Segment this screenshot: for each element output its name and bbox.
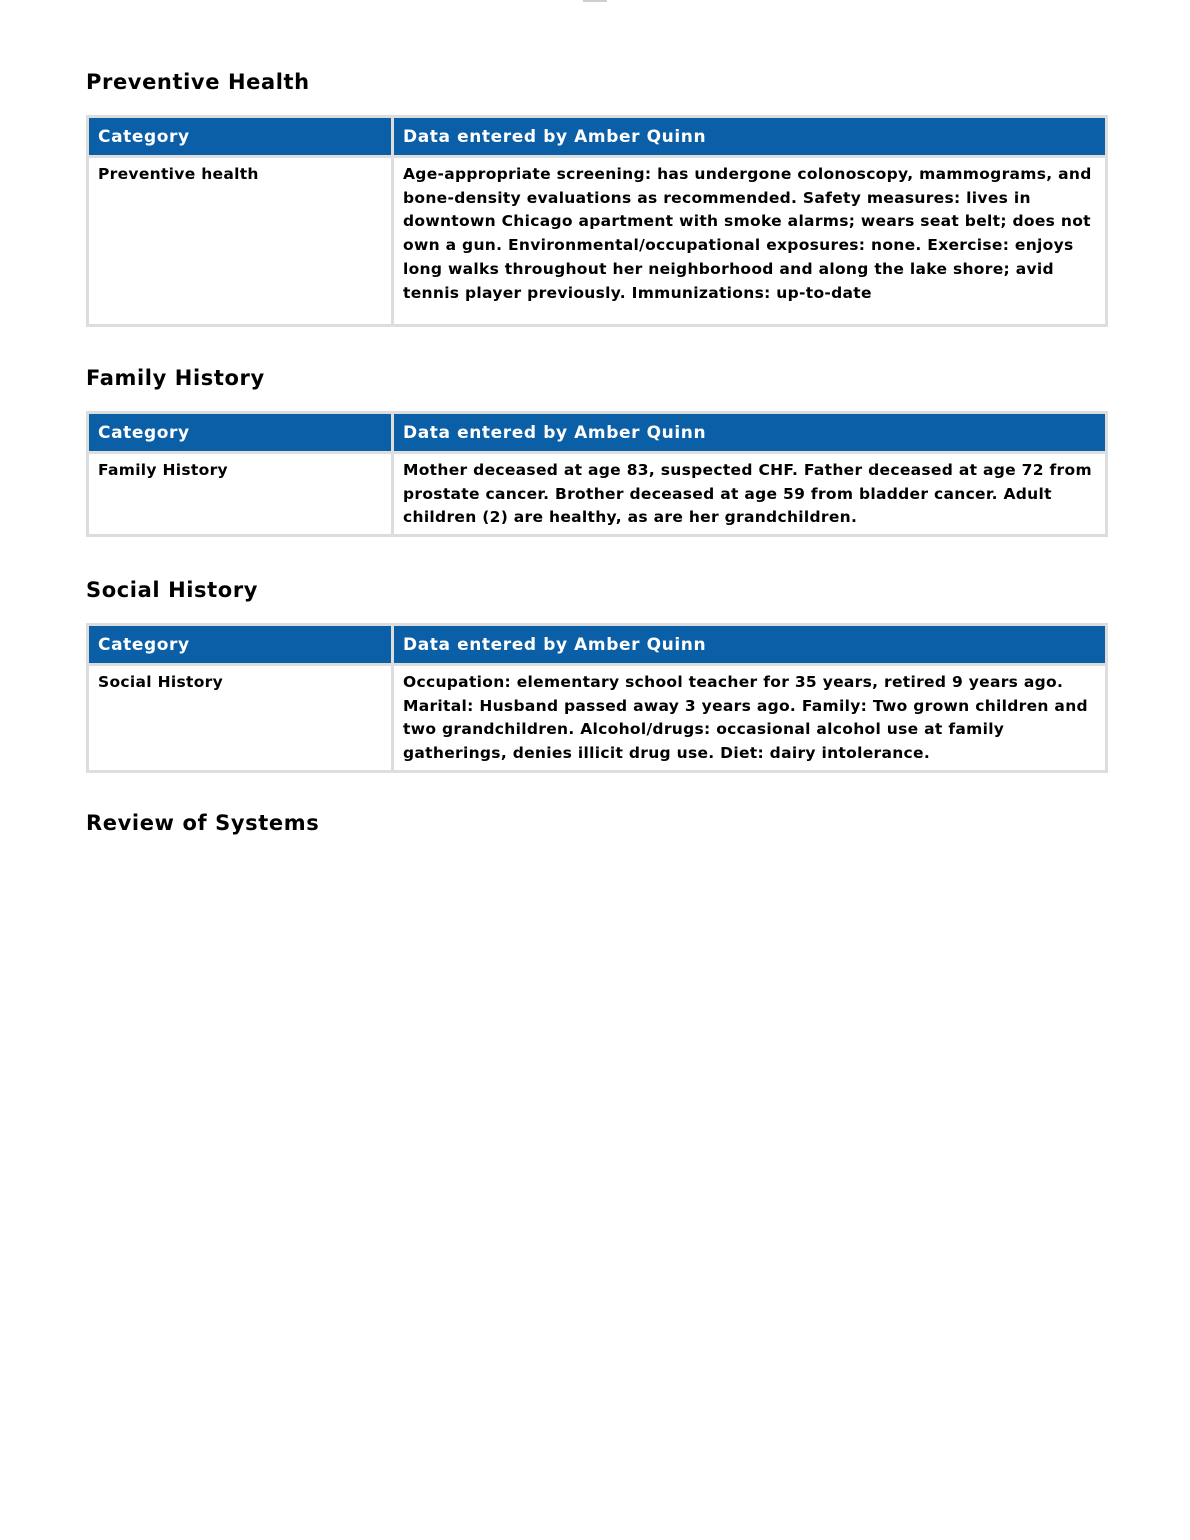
section-title-review-of-systems: Review of Systems xyxy=(86,811,320,835)
column-header-category: Category xyxy=(88,413,393,453)
social-history-table xyxy=(86,623,1108,773)
data-cell: Age-appropriate screening: has undergone colonoscopy, mammograms, and bone-density evaluations as recommended. Safety measures: lives in downtown Chicago apartment with smoke alarms; wears seat belt; does not own a gun. Environmental/occupational exposures: none. Exercise: enjoys long walks throughout her neighborhood and along the lake shore; avid tennis player previously. Immunizations: up-to-date xyxy=(393,157,1107,326)
column-header-category: Category xyxy=(88,117,393,157)
table-header-row xyxy=(88,625,1107,665)
table-row xyxy=(88,157,1107,326)
section-title-social-history: Social History xyxy=(86,578,259,602)
data-cell: Mother deceased at age 83, suspected CHF. Father deceased at age 72 from prostate cancer. Brother deceased at age 59 from bladder cancer. Adult children (2) are healthy, as are her grandchildren. xyxy=(393,453,1107,536)
category-cell: Preventive health xyxy=(88,157,393,326)
category-cell: Family History xyxy=(88,453,393,536)
preventive-health-table xyxy=(86,115,1108,327)
category-cell: Social History xyxy=(88,665,393,772)
column-header-data: Data entered by Amber Quinn xyxy=(393,625,1107,665)
column-header-data: Data entered by Amber Quinn xyxy=(393,117,1107,157)
table-row xyxy=(88,665,1107,772)
column-header-category: Category xyxy=(88,625,393,665)
section-title-preventive-health: Preventive Health xyxy=(86,70,310,94)
table-row xyxy=(88,453,1107,536)
family-history-table xyxy=(86,411,1108,537)
data-cell: Occupation: elementary school teacher for 35 years, retired 9 years ago. Marital: Husband passed away 3 years ago. Family: Two grown children and two grandchildren. Alcohol/drugs: occasional alcohol use at family gatherings, denies illicit drug use. Diet: dairy intolerance. xyxy=(393,665,1107,772)
section-title-family-history: Family History xyxy=(86,366,265,390)
table-header-row xyxy=(88,117,1107,157)
page-header-mark xyxy=(583,0,607,2)
column-header-data: Data entered by Amber Quinn xyxy=(393,413,1107,453)
table-header-row xyxy=(88,413,1107,453)
